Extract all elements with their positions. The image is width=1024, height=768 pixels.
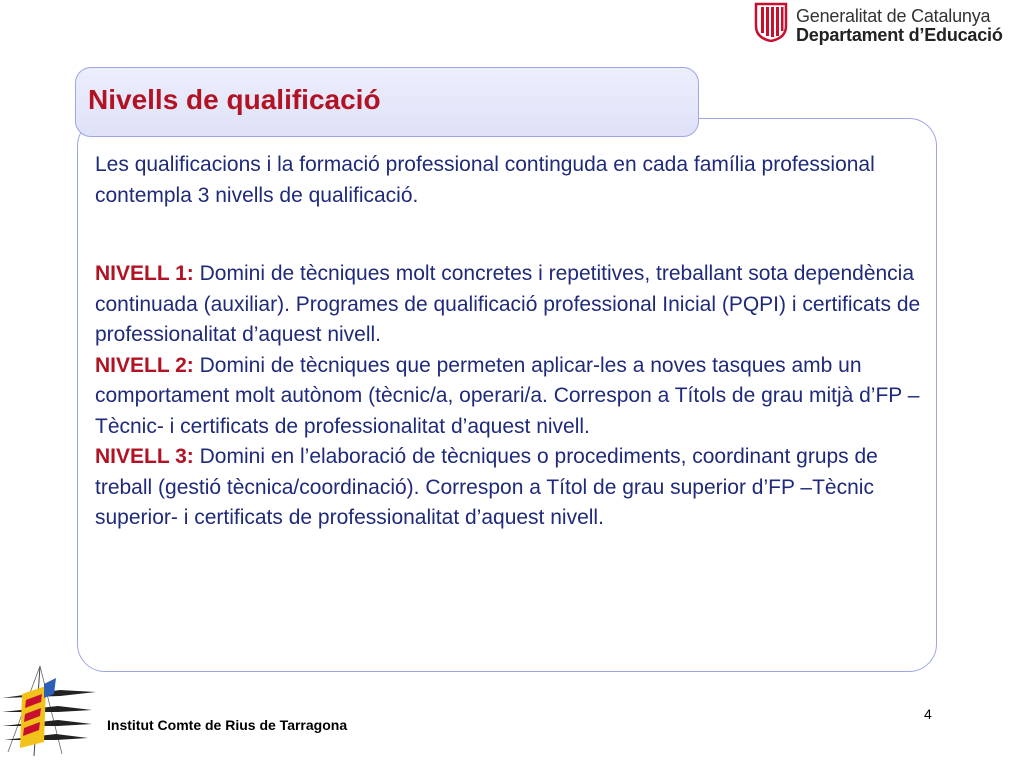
level-2-description: Domini de tècniques que permeten aplicar-les a noves tasques amb un comportament molt autònom (tècnic/a, operari/a. Correspon a Títols de grau mitjà d’FP –Tècnic- i certificats de professionalitat d’aquest nivell. (95, 353, 920, 438)
level-3-paragraph (95, 442, 930, 534)
level-3-description: Domini en l’elaboració de tècniques o procediments, coordinant grups de treball (gestió tècnica/coordinació). Correspon a Títol de grau superior d’FP –Tècnic superior- i certificats de professionalitat d’aquest nivell. (95, 445, 878, 529)
institut-logo-icon (0, 664, 100, 760)
level-2-label: NIVELL 2: (95, 353, 194, 377)
level-1-description: Domini de tècniques molt concretes i repetitives, treballant sota dependència continuada (auxiliar). Programes de qualificació professional Inicial (PQPI) i certificats de professionalitat d’aquest nivell. (95, 262, 921, 346)
institution-name: Institut Comte de Rius de Tarragona (107, 717, 348, 733)
title-banner (75, 67, 699, 137)
level-2-paragraph (95, 351, 930, 443)
page-number: 4 (924, 706, 932, 722)
intro-paragraph: Les qualificacions i la formació professional continguda en cada família professional contempla 3 nivells de qualificació. (95, 153, 875, 207)
generalitat-emblem-icon (753, 2, 789, 42)
slide-title: Nivells de qualificació (88, 84, 381, 115)
level-1-label: NIVELL 1: (95, 262, 194, 285)
org-name: Generalitat de Catalunya (796, 6, 991, 26)
department-name: Departament d’Educació (796, 25, 1003, 45)
slide-body (95, 150, 930, 534)
generalitat-logo (753, 2, 1021, 46)
level-3-label: NIVELL 3: (95, 445, 194, 468)
level-1-paragraph (95, 259, 930, 351)
